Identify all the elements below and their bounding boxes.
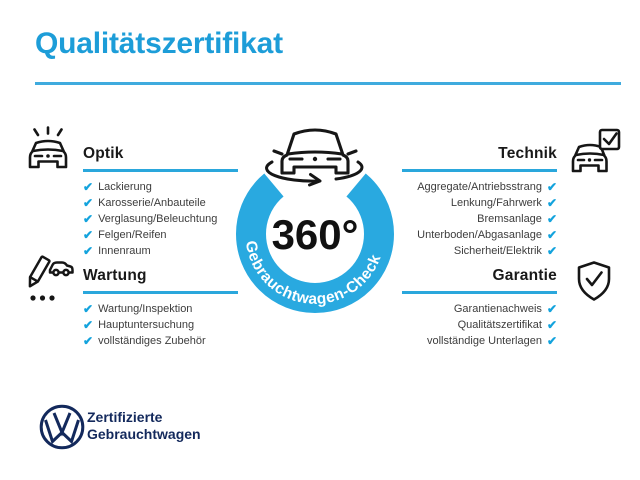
section-optik-title: Optik bbox=[83, 145, 124, 162]
item-label: Garantienachweis bbox=[453, 302, 542, 315]
car-checkbox-icon bbox=[568, 128, 622, 176]
checklist-item bbox=[402, 301, 557, 317]
check-icon: ✔ bbox=[546, 179, 557, 194]
check-icon: ✔ bbox=[83, 243, 94, 258]
checklist-item bbox=[402, 211, 557, 227]
technik-checklist bbox=[402, 179, 557, 259]
page-title: Qualitätszertifikat bbox=[35, 27, 283, 60]
shield-check-icon bbox=[576, 260, 612, 302]
check-icon: ✔ bbox=[546, 243, 557, 258]
check-icon: ✔ bbox=[83, 333, 94, 348]
shiny-car-icon bbox=[23, 126, 73, 178]
check-icon: ✔ bbox=[546, 227, 557, 242]
item-label: Karosserie/Anbauteile bbox=[98, 196, 206, 209]
checklist-item bbox=[402, 227, 557, 243]
check-icon: ✔ bbox=[83, 195, 94, 210]
item-label: Hauptuntersuchung bbox=[98, 318, 195, 331]
section-garantie-title: Garantie bbox=[492, 267, 557, 284]
item-label: vollständige Unterlagen bbox=[426, 334, 542, 347]
item-label: Innenraum bbox=[98, 244, 151, 257]
checklist-item bbox=[402, 179, 557, 195]
item-label: Felgen/Reifen bbox=[98, 228, 167, 241]
item-label: Unterboden/Abgasanlage bbox=[417, 228, 542, 241]
checklist-item bbox=[402, 243, 557, 259]
section-technik bbox=[402, 145, 557, 259]
footer-brand-line1: Zertifizierte bbox=[87, 409, 163, 425]
badge-degree-label: 360° bbox=[271, 211, 359, 258]
item-label: Qualitätszertifikat bbox=[457, 318, 542, 331]
section-garantie-underline bbox=[402, 291, 557, 294]
checklist-item bbox=[402, 195, 557, 211]
item-label: Sicherheit/Elektrik bbox=[453, 244, 542, 257]
item-label: Lenkung/Fahrwerk bbox=[450, 196, 542, 209]
service-checklist-icon bbox=[22, 254, 74, 306]
check-icon: ✔ bbox=[83, 301, 94, 316]
item-label: Bremsanlage bbox=[477, 212, 542, 225]
check-icon: ✔ bbox=[83, 179, 94, 194]
checklist-item bbox=[83, 333, 238, 349]
section-technik-underline bbox=[402, 169, 557, 172]
checklist-item bbox=[402, 317, 557, 333]
item-label: vollständiges Zubehör bbox=[98, 334, 206, 347]
check-icon: ✔ bbox=[546, 211, 557, 226]
vw-logo bbox=[38, 403, 86, 451]
garantie-checklist bbox=[402, 301, 557, 349]
check-icon: ✔ bbox=[83, 317, 94, 332]
section-wartung-title: Wartung bbox=[83, 267, 147, 284]
section-technik-title: Technik bbox=[498, 145, 557, 162]
checklist-item bbox=[402, 333, 557, 349]
check-icon: ✔ bbox=[546, 301, 557, 316]
check-icon: ✔ bbox=[546, 195, 557, 210]
check-icon: ✔ bbox=[83, 227, 94, 242]
item-label: Aggregate/Antriebsstrang bbox=[417, 180, 542, 193]
item-label: Verglasung/Beleuchtung bbox=[98, 212, 218, 225]
badge-ring-label: Gebrauchtwagen-Check bbox=[241, 239, 385, 308]
title-divider bbox=[35, 82, 621, 85]
footer-brand-line2: Gebrauchtwagen bbox=[87, 425, 201, 442]
item-label: Wartung/Inspektion bbox=[98, 302, 193, 315]
section-garantie bbox=[402, 267, 557, 349]
footer-brand bbox=[87, 409, 201, 442]
check-icon: ✔ bbox=[83, 211, 94, 226]
item-label: Lackierung bbox=[98, 180, 152, 193]
badge-360-check bbox=[215, 112, 415, 324]
check-icon: ✔ bbox=[546, 317, 557, 332]
check-icon: ✔ bbox=[546, 333, 557, 348]
